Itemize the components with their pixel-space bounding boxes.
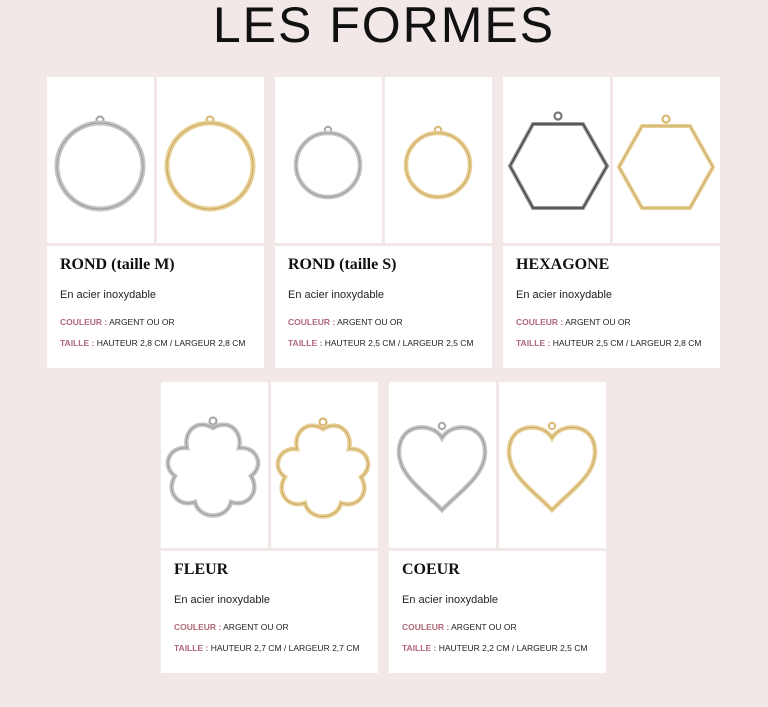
color-label: COULEUR : [60,317,108,327]
product-name: ROND (taille S) [288,256,397,273]
product-card-hexagone[interactable] [503,77,720,368]
color-value: ARGENT OU OR [109,317,175,327]
product-name: ROND (taille M) [60,256,175,273]
color-label: COULEUR : [402,622,450,632]
heart-icon [389,382,496,548]
gold-pendant-image[interactable] [499,382,606,548]
size-value: HAUTEUR 2,7 CM / LARGEUR 2,7 CM [210,643,360,653]
gold-pendant-image[interactable] [385,77,492,243]
size-value: HAUTEUR 2,2 CM / LARGEUR 2,5 CM [438,643,588,653]
size-spec [60,338,245,348]
gold-pendant-image[interactable] [613,77,720,243]
size-spec [516,338,701,348]
silver-pendant-image[interactable] [389,382,496,548]
product-card-rond-s[interactable] [275,77,492,368]
size-label: TAILLE : [174,643,209,653]
silver-pendant-image[interactable] [503,77,610,243]
color-spec [516,317,631,327]
silver-pendant-image[interactable] [275,77,382,243]
product-card-fleur[interactable] [161,382,378,673]
gold-pendant-image[interactable] [157,77,264,243]
size-value: HAUTEUR 2,8 CM / LARGEUR 2,8 CM [96,338,246,348]
flower-icon [161,382,268,548]
size-spec [402,643,587,653]
size-value: HAUTEUR 2,5 CM / LARGEUR 2,8 CM [552,338,702,348]
product-material: En acier inoxydable [174,594,271,606]
gold-pendant-image[interactable] [271,382,378,548]
size-label: TAILLE : [60,338,95,348]
product-name: HEXAGONE [516,256,610,273]
product-material: En acier inoxydable [402,594,499,606]
circle-small-icon [385,77,492,243]
hexagon-icon [613,77,720,243]
color-value: ARGENT OU OR [337,317,403,327]
product-card-coeur[interactable] [389,382,606,673]
product-material: En acier inoxydable [60,289,157,301]
color-value: ARGENT OU OR [451,622,517,632]
product-material: En acier inoxydable [288,289,385,301]
size-value: HAUTEUR 2,5 CM / LARGEUR 2,5 CM [324,338,474,348]
product-name: COEUR [402,561,460,578]
silver-pendant-image[interactable] [161,382,268,548]
circle-small-icon [275,77,382,243]
color-label: COULEUR : [174,622,222,632]
heart-icon [499,382,606,548]
size-label: TAILLE : [288,338,323,348]
hexagon-icon [503,77,610,243]
product-card-rond-m[interactable] [47,77,264,368]
color-label: COULEUR : [516,317,564,327]
silver-pendant-image[interactable] [47,77,154,243]
color-label: COULEUR : [288,317,336,327]
page-title: LES FORMES [212,0,556,53]
color-spec [60,317,175,327]
size-spec [174,643,359,653]
color-spec [174,622,289,632]
flower-icon [271,382,378,548]
color-spec [288,317,403,327]
circle-large-icon [157,77,264,243]
size-label: TAILLE : [402,643,437,653]
color-spec [402,622,517,632]
product-material: En acier inoxydable [516,289,613,301]
product-name: FLEUR [174,561,229,578]
color-value: ARGENT OU OR [565,317,631,327]
size-label: TAILLE : [516,338,551,348]
size-spec [288,338,473,348]
color-value: ARGENT OU OR [223,622,289,632]
circle-large-icon [47,77,154,243]
